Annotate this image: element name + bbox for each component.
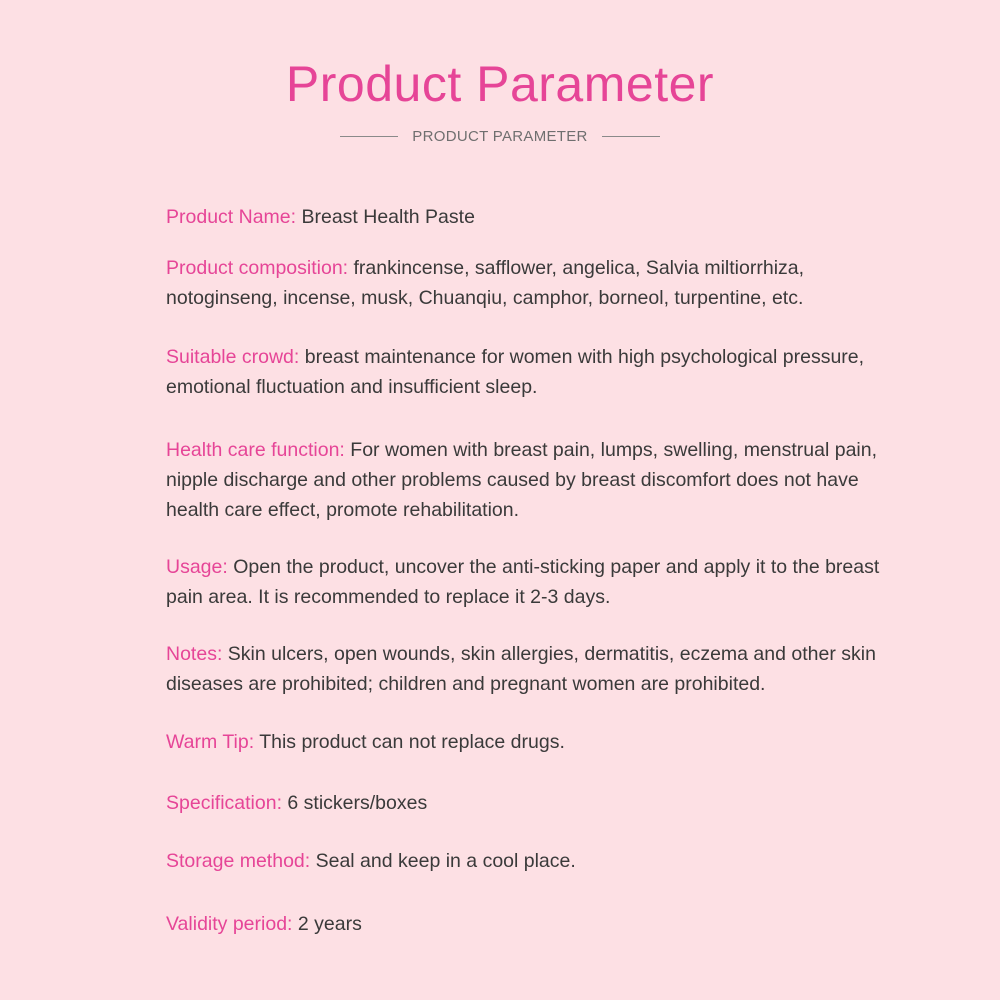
param-usage [166, 552, 906, 612]
param-value: 6 stickers/boxes [287, 792, 428, 814]
page-subtitle: PRODUCT PARAMETER [412, 127, 588, 145]
param-health-care-function [166, 435, 906, 525]
param-product-name [166, 202, 906, 232]
param-value: breast maintenance for women with high psychological pressure, emotional fluctuation and insufficient sleep. [166, 346, 865, 398]
param-product-composition [166, 253, 906, 313]
param-value: Seal and keep in a cool place. [315, 850, 576, 872]
param-validity-period [166, 909, 906, 939]
param-specification [166, 788, 906, 818]
param-label: Specification: [166, 792, 282, 814]
param-value: Open the product, uncover the anti-sticking paper and apply it to the breast pain area. It is recommended to replace it 2-3 days. [166, 556, 880, 608]
param-value: Breast Health Paste [301, 206, 475, 228]
param-value: Skin ulcers, open wounds, skin allergies, dermatitis, eczema and other skin diseases are prohibited; children and pregnant women are prohibited. [166, 643, 876, 695]
param-suitable-crowd [166, 342, 906, 402]
param-label: Notes: [166, 643, 223, 665]
left-divider-line [340, 136, 398, 137]
right-divider-line [602, 136, 660, 137]
param-label: Usage: [166, 556, 228, 578]
param-label: Product Name: [166, 206, 297, 228]
param-value: For women with breast pain, lumps, swelling, menstrual pain, nipple discharge and other problems caused by breast discomfort does not have health care effect, promote rehabilitation. [166, 439, 878, 521]
subtitle-row [0, 124, 1000, 148]
param-label: Product composition: [166, 257, 349, 279]
param-storage-method [166, 846, 906, 876]
param-label: Warm Tip: [166, 731, 255, 753]
param-warm-tip [166, 727, 906, 757]
param-value: frankincense, safflower, angelica, Salvia miltiorrhiza, notoginseng, incense, musk, Chuanqiu, camphor, borneol, turpentine, etc. [166, 257, 805, 309]
param-label: Storage method: [166, 850, 311, 872]
param-label: Validity period: [166, 913, 293, 935]
param-label: Suitable crowd: [166, 346, 300, 368]
param-notes [166, 639, 906, 699]
param-value: 2 years [297, 913, 362, 935]
param-value: This product can not replace drugs. [259, 731, 565, 753]
page-title: Product Parameter [285, 56, 715, 112]
param-label: Health care function: [166, 439, 345, 461]
